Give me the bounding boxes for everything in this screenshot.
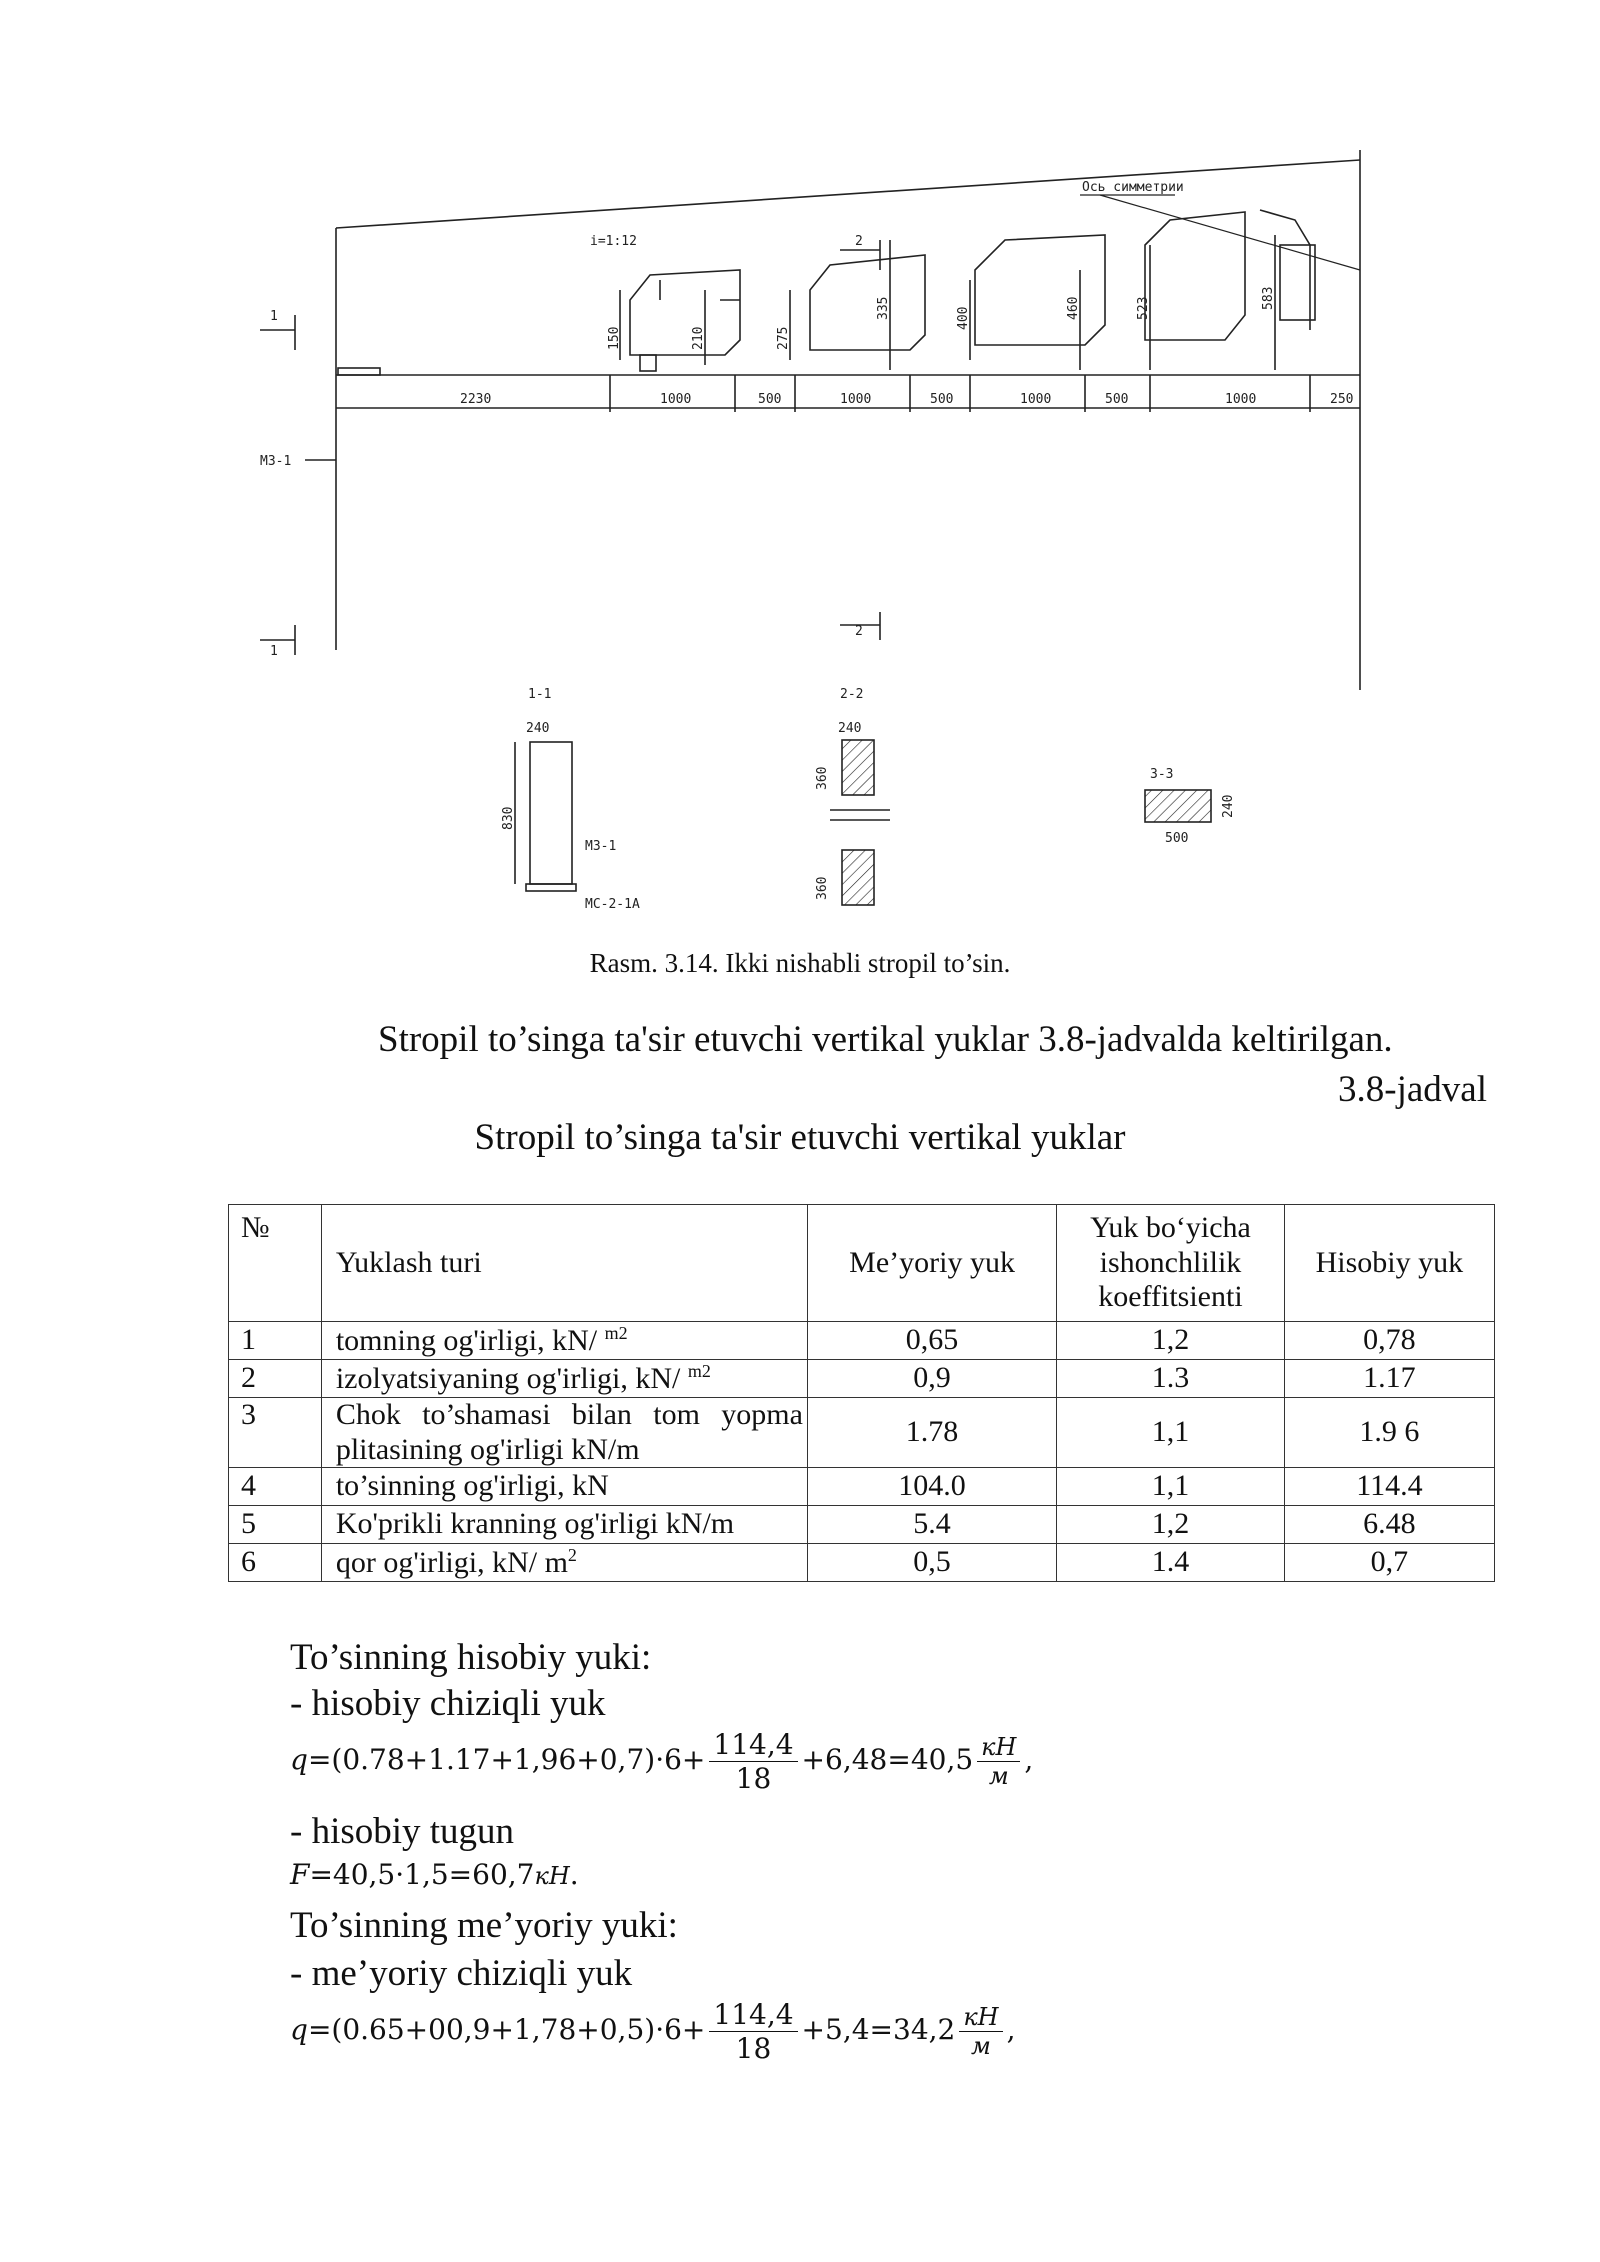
header-normative: Me’yoriy yuk [807,1205,1056,1322]
fraction-numerator: 114,4 [709,1728,797,1762]
row-coefficient: 1.4 [1057,1544,1285,1582]
symmetry-axis-label: Ось симметрии [1082,180,1184,195]
table-title: Stropil to’singa ta'sir etuvchi vertikal yuklar [474,1117,1126,1158]
row-calculated: 6.48 [1284,1506,1494,1544]
row-calculated: 0,7 [1284,1544,1494,1582]
row-normative: 1.78 [807,1398,1056,1468]
fraction-denominator: 18 [735,1762,772,1795]
section-1-1-title: 1-1 [528,687,552,702]
calc-node-formula [290,1858,579,1891]
row-no: 5 [229,1506,322,1544]
table-row [229,1506,1495,1544]
section-3-3-height: 240 [1221,794,1236,818]
table-row [229,1360,1495,1398]
beam-elevation [260,150,1360,690]
height-dim-7: 523 [1136,296,1151,320]
dim-7: 500 [1105,392,1129,407]
section-3-3 [1145,767,1236,846]
section-mark-2-bottom: 2 [855,624,863,639]
calc-linear-label: - hisobiy chiziqli yuk [290,1683,606,1724]
dim-9: 250 [1330,392,1354,407]
section-2-2-top-height: 360 [815,766,830,790]
section-1-1-mark2: МС-2-1А [585,897,640,912]
formula-expr: =40,5·1,5=60,7 [309,1858,535,1891]
row-type-text: tomning og'irligi, kN/ [335,1323,598,1357]
row-normative: 104.0 [807,1468,1056,1506]
section-2-2-bottom-height: 360 [815,876,830,900]
row-type [321,1322,807,1360]
row-calculated: 1.17 [1284,1360,1494,1398]
dim-2: 1000 [660,392,692,407]
table-number: 3.8-jadval [1338,1069,1487,1110]
row-calculated: 1.9 6 [1284,1398,1494,1468]
unit-denominator: м [988,1762,1009,1790]
row-coefficient: 1,1 [1057,1468,1285,1506]
section-1-1-height: 830 [501,806,516,830]
beam-drawing [230,150,1380,920]
row-no: 4 [229,1468,322,1506]
formula-unit [959,2003,1002,2060]
row-no: 3 [229,1398,322,1468]
row-coefficient: 1.3 [1057,1360,1285,1398]
dim-3: 500 [758,392,782,407]
dim-4: 1000 [840,392,872,407]
row-normative: 0,65 [807,1322,1056,1360]
formula-part1: =(0.78+1.17+1,96+0,7)·6+ [307,1743,706,1776]
row-normative: 0,9 [807,1360,1056,1398]
fraction-denominator: 18 [735,2032,772,2065]
row-type: Ko'prikli kranning og'irligi kN/m [321,1506,807,1544]
calc-heading: To’sinning hisobiy yuki: [290,1637,652,1678]
row-normative: 0,5 [807,1544,1056,1582]
formula-lhs: q [290,1743,308,1776]
dim-8: 1000 [1225,392,1257,407]
fraction-numerator: 114,4 [709,1998,797,2032]
section-2-2-title: 2-2 [840,687,864,702]
row-calculated: 114.4 [1284,1468,1494,1506]
row-normative: 5.4 [807,1506,1056,1544]
height-dim-5: 400 [956,306,971,330]
formula-tail: , [1024,1743,1034,1776]
row-no: 6 [229,1544,322,1582]
norm-linear-formula [290,1998,1016,2065]
row-type [321,1544,807,1582]
row-type: Chok to’shamasi bilan tom yopma plitasining og'irligi kN/m [321,1398,807,1468]
header-calculated: Hisobiy yuk [1284,1205,1494,1322]
dim-5: 500 [930,392,954,407]
header-no: № [229,1205,322,1322]
section-1-1-width: 240 [526,721,550,736]
section-3-3-width: 500 [1165,831,1189,846]
norm-heading: To’sinning me’yoriy yuki: [290,1905,678,1946]
table-row [229,1544,1495,1582]
row-coefficient: 1,2 [1057,1506,1285,1544]
formula-unit [977,1733,1020,1790]
unit-numerator: кН [977,1733,1020,1762]
section-mark-1-bottom: 1 [270,644,278,659]
section-3-3-title: 3-3 [1150,767,1174,782]
formula-tail: , [1006,2013,1016,2046]
section-2-2-width: 240 [838,721,862,736]
formula-part2: +6,48=40,5 [801,1743,974,1776]
unit-numerator: кН [959,2003,1002,2032]
section-1-1-mark1: МЗ-1 [585,839,617,854]
row-unit-sup: m2 [604,1322,628,1343]
row-type-text: izolyatsiyaning og'irligi, kN/ [335,1361,681,1395]
section-mark-1-top: 1 [270,309,278,324]
support-mark-label: МЗ-1 [260,454,292,469]
formula-fraction [709,1998,797,2065]
dim-6: 1000 [1020,392,1052,407]
row-type: to’sinning og'irligi, kN [321,1468,807,1506]
table-row [229,1468,1495,1506]
formula-part1: =(0.65+00,9+1,78+0,5)·6+ [307,2013,706,2046]
unit-denominator: м [971,2032,991,2060]
row-unit-sup: m2 [687,1360,711,1381]
table-header-row [229,1205,1495,1322]
formula-unit: кН [534,1862,570,1890]
norm-linear-label: - me’yoriy chiziqli yuk [290,1953,633,1994]
slope-label: i=1:12 [590,234,637,249]
formula-lhs: F [290,1858,310,1891]
formula-part2: +5,4=34,2 [801,2013,956,2046]
formula-lhs: q [290,2013,308,2046]
calc-node-label: - hisobiy tugun [290,1811,515,1852]
row-calculated: 0,78 [1284,1322,1494,1360]
height-dim-6: 460 [1066,296,1081,320]
height-dim-8: 583 [1261,286,1276,310]
height-dim-3: 275 [776,326,791,350]
formula-tail: . [569,1858,579,1891]
row-no: 1 [229,1322,322,1360]
row-no: 2 [229,1360,322,1398]
formula-fraction [709,1728,797,1795]
header-coefficient: Yuk bo‘yicha ishonchlilik koeffitsienti [1057,1205,1285,1322]
height-dim-2: 210 [691,326,706,350]
calc-linear-formula [290,1728,1033,1795]
row-coefficient: 1,2 [1057,1322,1285,1360]
row-coefficient: 1,1 [1057,1398,1285,1468]
row-type [321,1360,807,1398]
table-row [229,1398,1495,1468]
row-type-text: qor og'irligi, kN/ m [335,1545,568,1579]
section-2-2 [815,687,890,905]
table-row [229,1322,1495,1360]
section-mark-2-top: 2 [855,234,863,249]
figure-caption: Rasm. 3.14. Ikki nishabli stropil to’sin. [589,948,1011,978]
row-unit-sup: 2 [567,1544,577,1565]
loads-table [228,1204,1495,1582]
height-dim-1: 150 [607,326,622,350]
dim-1: 2230 [460,392,492,407]
section-1-1 [501,687,640,912]
header-type: Yuklash turi [321,1205,807,1322]
intro-paragraph: Stropil to’singa ta'sir etuvchi vertikal yuklar 3.8-jadvalda keltirilgan. [378,1019,1393,1060]
height-dim-4: 335 [876,296,891,320]
